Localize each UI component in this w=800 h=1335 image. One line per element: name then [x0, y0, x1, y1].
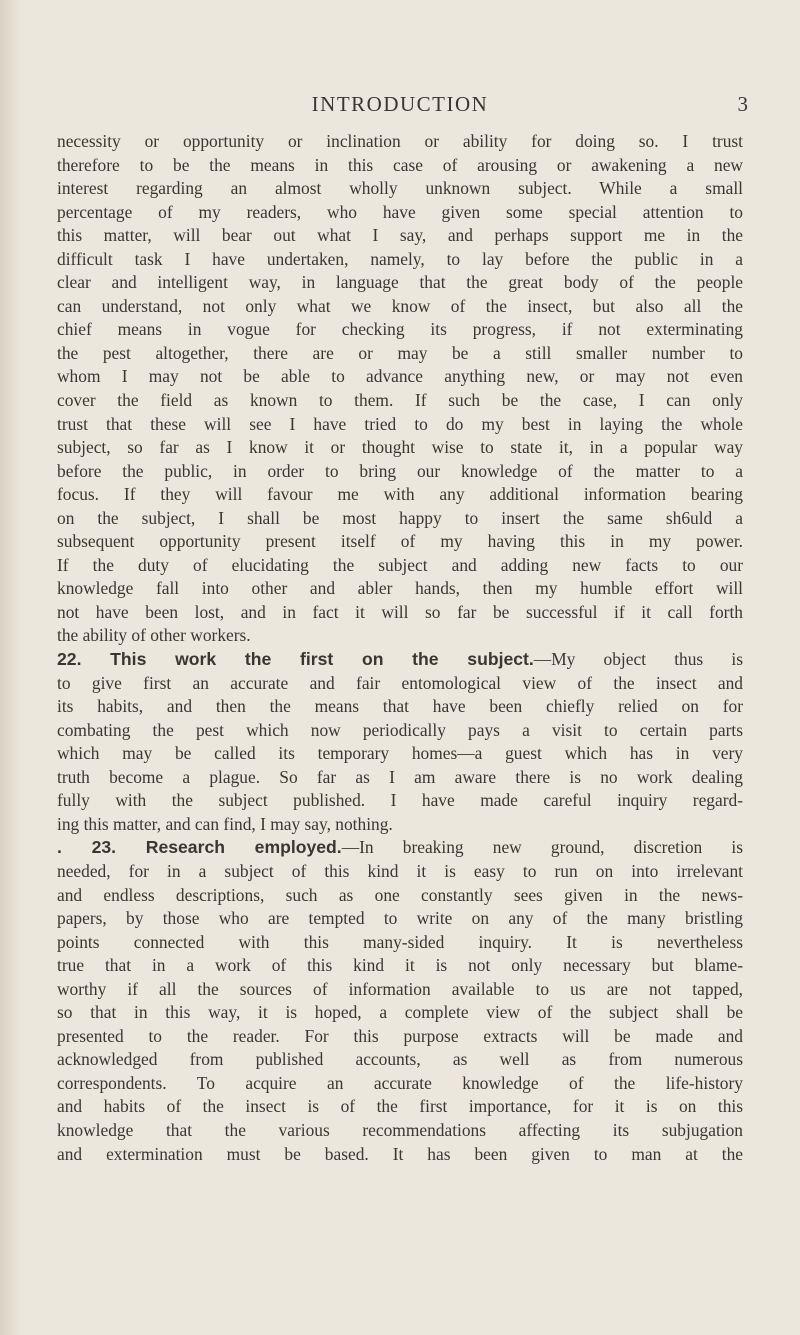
text-line — [57, 554, 743, 578]
text-line — [57, 413, 743, 437]
text-line — [57, 1095, 743, 1119]
text-line — [57, 860, 743, 884]
text-line — [57, 695, 743, 719]
line-text: knowledge that the various recommendations affecting its subjugation — [57, 1119, 743, 1140]
line-text: the ability of other workers. — [57, 625, 251, 646]
text-line — [57, 624, 743, 648]
line-text: worthy if all the sources of information available to us are not tapped, — [57, 978, 743, 999]
text-line — [57, 530, 743, 554]
line-text: percentage of my readers, who have given some special attention to — [57, 201, 743, 222]
text-line — [57, 1072, 743, 1096]
text-line — [57, 577, 743, 601]
line-text: and habits of the insect is of the first importance, for it is on this — [57, 1096, 743, 1117]
text-line — [57, 954, 743, 978]
text-line — [57, 719, 743, 743]
line-text: on the subject, I shall be most happy to insert the same sh6uld a — [57, 507, 743, 528]
line-text: so that in this way, it is hoped, a complete view of the subject shall be — [57, 1002, 743, 1023]
text-line — [57, 365, 743, 389]
text-line — [57, 130, 743, 154]
text-line — [57, 766, 743, 790]
line-text: clear and intelligent way, in language that the great body of the people — [57, 272, 743, 293]
line-text: presented to the reader. For this purpose extracts will be made and — [57, 1025, 743, 1046]
text-line — [57, 1025, 743, 1049]
text-line — [57, 271, 743, 295]
line-text: can understand, not only what we know of the insect, but also all the — [57, 295, 743, 316]
text-line — [57, 224, 743, 248]
running-title: INTRODUCTION — [311, 92, 489, 116]
text-line — [57, 201, 743, 225]
text-line — [57, 931, 743, 955]
section-heading-line — [57, 648, 743, 672]
line-text: necessity or opportunity or inclination or ability for doing so. I trust — [57, 131, 743, 151]
line-text: its habits, and then the means that have been chiefly relied on for — [57, 696, 743, 717]
line-text: knowledge fall into other and abler hands, then my humble effort will — [57, 578, 743, 599]
line-text: ing this matter, and can find, I may say, nothing. — [57, 813, 393, 834]
text-line — [57, 742, 743, 766]
body-text — [57, 130, 743, 1166]
line-text: whom I may not be able to advance anything new, or may not even — [57, 366, 743, 387]
text-line — [57, 342, 743, 366]
text-line — [57, 318, 743, 342]
page-number: 3 — [737, 92, 748, 116]
text-line — [57, 507, 743, 531]
line-text: —In breaking new ground, discretion is — [341, 837, 743, 858]
line-text: —My object thus is — [533, 649, 743, 670]
text-line — [57, 483, 743, 507]
section-heading-line — [57, 836, 743, 860]
text-line — [57, 672, 743, 696]
text-line — [57, 1048, 743, 1072]
text-line — [57, 460, 743, 484]
line-text: trust that these will see I have tried to do my best in laying the whole — [57, 413, 743, 434]
line-text: points connected with this many-sided inquiry. It is nevertheless — [57, 931, 743, 952]
text-line — [57, 1143, 743, 1167]
section-heading: . 23. Research employed. — [57, 837, 342, 858]
line-text: focus. If they will favour me with any additional information bearing — [57, 484, 743, 505]
line-text: combating the pest which now periodically pays a visit to certain parts — [57, 719, 743, 740]
text-line — [57, 978, 743, 1002]
text-line — [57, 884, 743, 908]
line-text: subject, so far as I know it or thought wise to state it, in a popular way — [57, 437, 743, 458]
text-line — [57, 248, 743, 272]
line-text: acknowledged from published accounts, as well as from numerous — [57, 1049, 743, 1070]
line-text: which may be called its temporary homes—a guest which has in very — [57, 743, 743, 764]
text-line — [57, 1001, 743, 1025]
line-text: true that in a work of this kind it is not only necessary but blame- — [57, 955, 743, 976]
line-text: and extermination must be based. It has been given to man at the — [57, 1143, 743, 1164]
line-text: fully with the subject published. I have made careful inquiry regard- — [57, 790, 743, 811]
line-text: If the duty of elucidating the subject and adding new facts to our — [57, 554, 743, 575]
running-head — [0, 90, 800, 120]
text-line — [57, 389, 743, 413]
line-text: interest regarding an almost wholly unknown subject. While a small — [57, 178, 743, 199]
line-text: needed, for in a subject of this kind it is easy to run on into irrelevant — [57, 860, 743, 881]
text-line — [57, 813, 743, 837]
line-text: not have been lost, and in fact it will so far be successful if it call forth — [57, 601, 743, 622]
page-edge — [0, 0, 22, 1335]
line-text: to give first an accurate and fair entomological view of the insect and — [57, 672, 743, 693]
text-line — [57, 601, 743, 625]
line-text: subsequent opportunity present itself of my having this in my power. — [57, 531, 743, 552]
line-text: therefore to be the means in this case of arousing or awakening a new — [57, 154, 743, 175]
text-line — [57, 177, 743, 201]
text-line — [57, 295, 743, 319]
line-text: chief means in vogue for checking its progress, if not exterminating — [57, 319, 743, 340]
line-text: papers, by those who are tempted to write on any of the many bristling — [57, 908, 743, 929]
text-line — [57, 1119, 743, 1143]
section-heading: 22. This work the first on the subject. — [57, 649, 534, 670]
text-line — [57, 907, 743, 931]
line-text: cover the field as known to them. If such be the case, I can only — [57, 390, 743, 411]
line-text: before the public, in order to bring our knowledge of the matter to a — [57, 460, 743, 481]
line-text: the pest altogether, there are or may be a still smaller number to — [57, 342, 743, 363]
line-text: this matter, will bear out what I say, and perhaps support me in the — [57, 225, 743, 246]
line-text: correspondents. To acquire an accurate knowledge of the life-history — [57, 1072, 743, 1093]
text-line — [57, 436, 743, 460]
text-line — [57, 154, 743, 178]
text-line — [57, 789, 743, 813]
line-text: and endless descriptions, such as one constantly sees given in the news- — [57, 884, 743, 905]
line-text: truth become a plague. So far as I am aware there is no work dealing — [57, 766, 743, 787]
line-text: difficult task I have undertaken, namely, to lay before the public in a — [57, 248, 743, 269]
